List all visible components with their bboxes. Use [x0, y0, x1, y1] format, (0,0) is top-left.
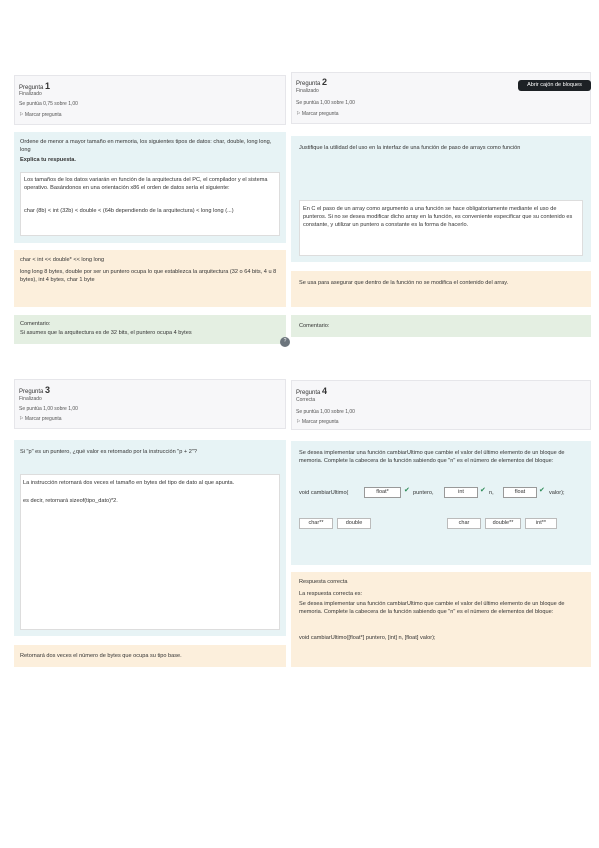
q3-answer-line1: La instrucción retornará dos veces el tamaño en bytes del tipo de dato al que apunta. — [23, 480, 235, 486]
q3-feedback-text: Retornará dos veces el número de bytes que ocupa su tipo base. — [20, 653, 182, 659]
q1-answer-box[interactable] — [20, 172, 280, 236]
check-icon: ✔ — [539, 487, 545, 494]
q4-code-prefix: void cambiarUltimo( — [299, 490, 349, 496]
check-icon: ✔ — [404, 487, 410, 494]
flag-icon: ⚐ — [19, 416, 24, 422]
q1-status: Finalizado — [19, 91, 42, 97]
q4-drop-zone-3[interactable]: float — [503, 487, 537, 498]
q2-prompt-text: Justifique la utilidad del uso en la interfaz de una función de paso de arrays como función — [299, 145, 521, 151]
flag-icon: ⚐ — [296, 419, 301, 425]
q2-prompt-area — [291, 136, 591, 262]
q4-info-panel — [291, 380, 591, 430]
q4-drop-zone-2[interactable]: int — [444, 487, 478, 498]
q4-prompt-area — [291, 441, 591, 565]
q1-feedback-line2: long long 8 bytes, double por ser un puntero ocupa lo que establezca la arquitectura (32 o 64 bits, 4 u 8 bytes), int 4 bytes, char 1 byte — [20, 269, 277, 283]
q3-prompt-text: Si "p" es un puntero, ¿qué valor es retornado por la instrucción "p + 2"? — [20, 449, 197, 455]
flag-icon: ⚐ — [19, 112, 24, 118]
open-block-drawer-button[interactable]: Abrir cajón de bloques — [518, 80, 591, 91]
q2-answer-box[interactable] — [299, 200, 583, 256]
help-icon[interactable]: ? — [280, 337, 290, 347]
q3-flag-question[interactable]: ⚐ Marcar pregunta — [19, 416, 62, 422]
q3-score: Se puntúa 1,00 sobre 1,00 — [19, 406, 78, 412]
q3-feedback — [14, 645, 286, 667]
q4-choice-double[interactable]: double — [337, 518, 371, 529]
q1-feedback-line1: char < int << double* << long long — [20, 257, 105, 263]
q1-comment-text: Si asumes que la arquitectura es de 32 bits, el puntero ocupa 4 bytes — [20, 330, 192, 336]
q4-number: Pregunta 4 — [296, 386, 328, 396]
q1-number: Pregunta 1 — [19, 81, 51, 91]
q2-feedback-text: Se usa para asegurar que dentro de la función no se modifica el contenido del array. — [299, 280, 509, 286]
q3-prompt-area — [14, 440, 286, 636]
q2-number: Pregunta 2 — [296, 77, 328, 87]
q1-score: Se puntúa 0,75 sobre 1,00 — [19, 101, 78, 107]
q1-prompt-text: Ordene de menor a mayor tamaño en memoria, los siguientes tipos de datos: char, double, long long, long — [20, 139, 272, 153]
q1-answer-para2: char (8b) < int (32b) < double < (64b dependiendo de la arquitectura) < long long (...) — [24, 208, 234, 214]
q4-choice-double-ptr-ptr[interactable]: double** — [485, 518, 521, 529]
q1-comment-label: Comentario: — [20, 321, 51, 327]
q3-status: Finalizado — [19, 396, 42, 402]
q3-number: Pregunta 3 — [19, 385, 51, 395]
q2-flag-question[interactable]: ⚐ Marcar pregunta — [296, 111, 339, 117]
q2-status: Finalizado — [296, 88, 319, 94]
q3-answer-box[interactable] — [20, 474, 280, 630]
q4-prompt-text: Se desea implementar una función cambiarUltimo que cambie el valor del último elemento de un bloque de memoria. Complete la cabecera de la función sabiendo que "n" es el número de elementos del bloque: — [299, 450, 565, 464]
q1-prompt-explain: Explica tu respuesta. — [20, 157, 76, 163]
q1-comment — [14, 315, 286, 344]
q1-answer-para1: Los tamaños de los datos variarán en función de la arquitectura del PC, el compilador y el sistema operativo. Basándonos en una orientación x86 el orden de datos sería el siguiente: — [24, 177, 268, 191]
q3-answer-line2: es decir, retornará sizeof(tipo_dato)*2. — [23, 498, 118, 504]
q4-choice-char[interactable]: char — [447, 518, 481, 529]
q4-correct-intro: La respuesta correcta es: — [299, 591, 363, 597]
q4-correct-text: Se desea implementar una función cambiarUltimo que cambie el valor del último elemento de un bloque de memoria. Complete la cabecera de la función sabiendo que "n" es el número de elementos del bloque: — [299, 601, 565, 615]
q4-status: Correcta — [296, 397, 316, 403]
q4-drop-zone-1[interactable]: float* — [364, 487, 401, 498]
q2-score: Se puntúa 1,00 sobre 1,00 — [296, 100, 355, 106]
q4-correct-title: Respuesta correcta — [299, 579, 348, 585]
q1-feedback — [14, 250, 286, 307]
q1-flag-question[interactable]: ⚐ Marcar pregunta — [19, 112, 62, 118]
q2-comment-label: Comentario: — [299, 323, 330, 329]
q4-choice-int-ptr-ptr[interactable]: int** — [525, 518, 557, 529]
q2-answer-text: En C el paso de un array como argumento a una función se hace obligatoriamente mediante el uso de punteros. Si no se desea modificar dicho array en la función, es conveniente especificar que su contenido es constante, y utilizar un puntero a constante es la forma de hacerlo. — [303, 206, 573, 228]
q4-score: Se puntúa 1,00 sobre 1,00 — [296, 409, 355, 415]
q4-choice-char-ptr-ptr[interactable]: char** — [299, 518, 333, 529]
q2-comment — [291, 315, 591, 337]
q1-prompt-area — [14, 132, 286, 243]
check-icon: ✔ — [480, 487, 486, 494]
q3-info-panel — [14, 379, 286, 429]
q4-feedback — [291, 572, 591, 667]
q4-code-mid1: puntero, — [413, 490, 434, 496]
q4-code-mid2: n, — [489, 490, 494, 496]
q4-correct-code: void cambiarUltimo([float*] puntero, [int] n, [float] valor); — [299, 635, 436, 641]
q4-code-end: valor); — [549, 490, 565, 496]
q4-flag-question[interactable]: ⚐ Marcar pregunta — [296, 419, 339, 425]
q2-feedback — [291, 271, 591, 307]
flag-icon: ⚐ — [296, 111, 301, 117]
q1-info-panel — [14, 75, 286, 125]
